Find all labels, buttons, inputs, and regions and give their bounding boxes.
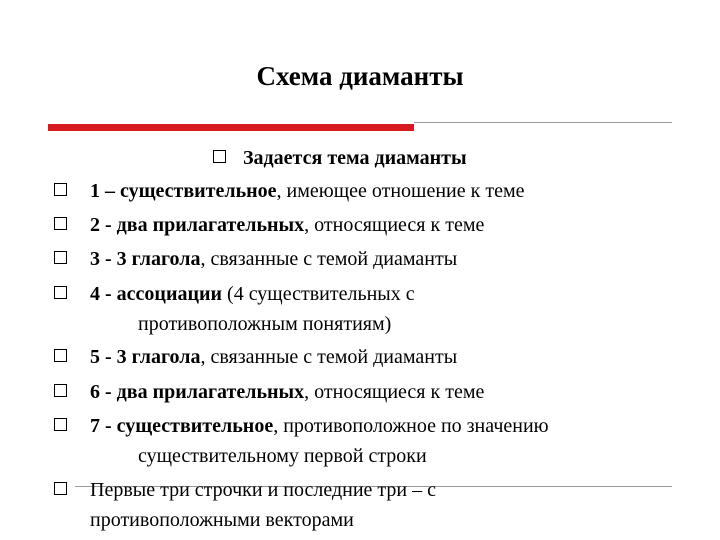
list-item: [90, 380, 484, 405]
item-text: , имеющее отношение к теме: [276, 180, 525, 202]
item-text: Первые три строчки и последние три – с: [90, 479, 436, 501]
list-item: [90, 345, 457, 370]
bullet-box-icon: [54, 286, 67, 299]
bullet-box-icon: [54, 349, 67, 362]
item-text: , связанные с темой диаманты: [200, 248, 458, 270]
item-bold: 5 - 3 глагола: [90, 346, 201, 368]
item-bold: 1 – существительное: [90, 180, 277, 202]
title-rule-thin: [414, 122, 672, 123]
list-item: [90, 478, 436, 503]
list-item: [243, 146, 467, 171]
bullet-box-icon: [54, 251, 67, 264]
bullet-box-icon: [54, 217, 67, 230]
list-item: [90, 414, 549, 439]
bullet-box-icon: [54, 384, 67, 397]
item-text: (4 существительных с: [222, 283, 415, 305]
bullet-box-icon: [54, 482, 67, 495]
item-bold: 3 - 3 глагола: [90, 248, 201, 270]
item-text: , относящиеся к теме: [304, 214, 485, 236]
list-item: [90, 179, 525, 204]
list-item: [90, 213, 484, 238]
item-bold: 6 - два прилагательных: [90, 381, 305, 403]
page-title: Схема диаманты: [256, 61, 464, 91]
item-bold: 2 - два прилагательных: [90, 214, 305, 236]
list-item-continuation: существительному первой строки: [138, 445, 427, 467]
item-text: , относящиеся к теме: [304, 381, 485, 403]
bullet-box-icon: [54, 183, 67, 196]
title-rule-red: [48, 124, 414, 131]
item-bold: Задается тема диаманты: [243, 147, 467, 169]
list-item: [90, 282, 415, 307]
bullet-box-icon: [54, 418, 67, 431]
item-bold: 4 - ассоциации: [90, 283, 223, 305]
item-bold: 7 - существительное: [90, 415, 274, 437]
item-text: , противоположное по значению: [273, 415, 549, 437]
bullet-box-icon: [213, 150, 226, 163]
list-item-continuation: противоположным понятиям): [138, 313, 392, 335]
item-text: , связанные с темой диаманты: [200, 346, 458, 368]
list-item: [90, 247, 457, 272]
list-item-continuation: противоположными векторами: [90, 509, 354, 531]
